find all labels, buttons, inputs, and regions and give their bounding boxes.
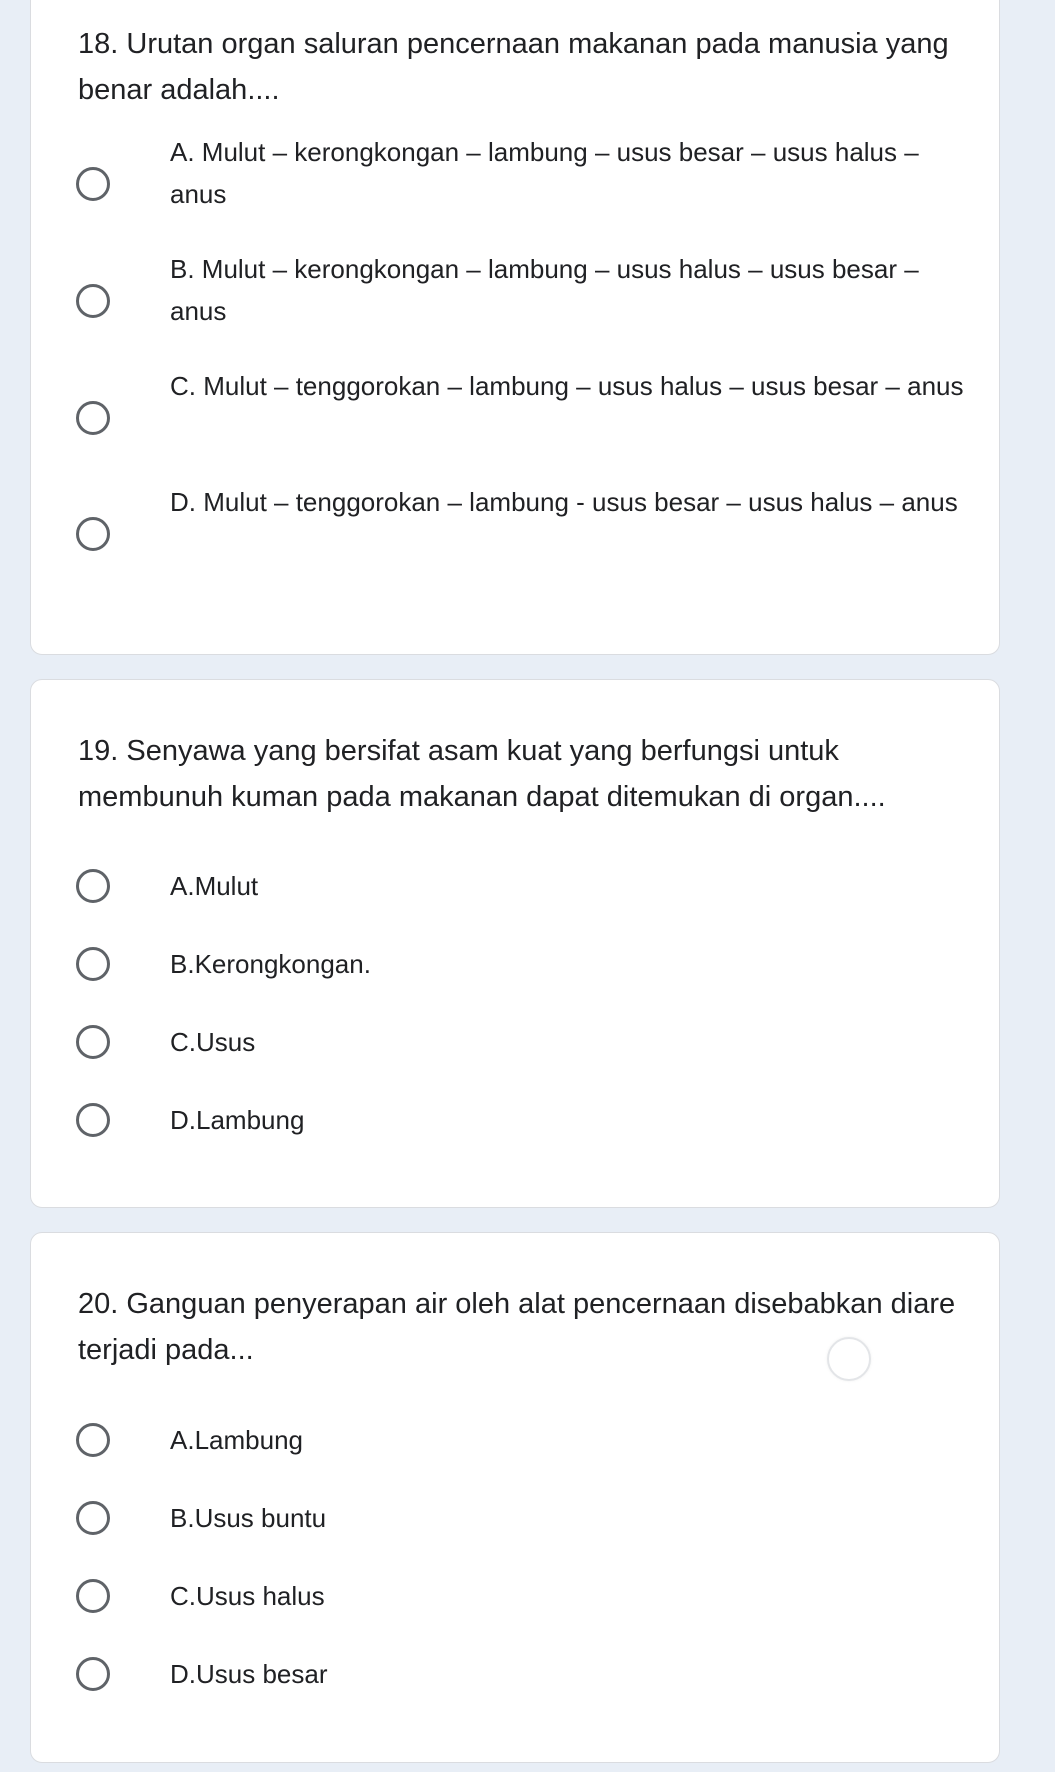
radio-button[interactable] [76, 1423, 110, 1457]
radio-button[interactable] [76, 1103, 110, 1137]
radio-button[interactable] [76, 167, 110, 201]
option-label: D.Lambung [170, 1105, 305, 1135]
radio-button[interactable] [76, 1025, 110, 1059]
radio-button[interactable] [76, 517, 110, 551]
question-card-20 [30, 1232, 1000, 1763]
question-text: 18. Urutan organ saluran pencernaan makanan pada manusia yang benar adalah.... [78, 28, 949, 106]
option-label: A. Mulut – kerongkongan – lambung – usus besar – usus halus – anus [170, 137, 919, 209]
option-label: C.Usus [170, 1027, 256, 1057]
question-card-18 [30, 0, 1000, 655]
question-text: 19. Senyawa yang bersifat asam kuat yang berfungsi untuk membunuh kuman pada makanan dapat ditemukan di organ.... [78, 735, 886, 813]
option-label: B.Usus buntu [170, 1503, 327, 1533]
option-label: A.Mulut [170, 871, 259, 901]
option-label: D. Mulut – tenggorokan – lambung - usus besar – usus halus – anus [170, 487, 958, 517]
radio-button[interactable] [76, 1579, 110, 1613]
radio-button[interactable] [76, 1657, 110, 1691]
radio-button[interactable] [76, 401, 110, 435]
option-label: D.Usus besar [170, 1659, 328, 1689]
question-text: 20. Ganguan penyerapan air oleh alat pencernaan disebabkan diare terjadi pada... [78, 1288, 956, 1366]
option-label: A.Lambung [170, 1425, 303, 1455]
option-label: B. Mulut – kerongkongan – lambung – usus halus – usus besar – anus [170, 254, 919, 326]
radio-button[interactable] [76, 947, 110, 981]
radio-button[interactable] [76, 869, 110, 903]
question-card-19 [30, 679, 1000, 1208]
option-label: B.Kerongkongan. [170, 949, 371, 979]
option-label: C. Mulut – tenggorokan – lambung – usus halus – usus besar – anus [170, 371, 964, 401]
radio-button[interactable] [76, 284, 110, 318]
touch-indicator [827, 1337, 871, 1381]
option-label: C.Usus halus [170, 1581, 325, 1611]
radio-button[interactable] [76, 1501, 110, 1535]
